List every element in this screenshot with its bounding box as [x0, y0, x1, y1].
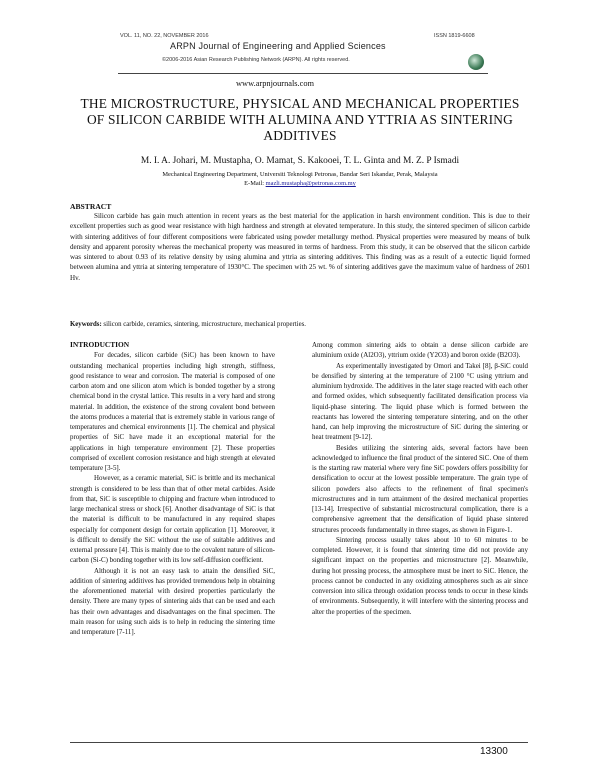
- keywords-text: silicon carbide, ceramics, sintering, microstructure, mechanical properties.: [101, 321, 306, 328]
- footer-rule: [70, 742, 528, 743]
- website[interactable]: www.arpnjournals.com: [236, 79, 315, 88]
- email-label: E-Mail:: [244, 180, 266, 187]
- paragraph: For decades, silicon carbide (SiC) has been known to have outstanding mechanical properties including high strength, stiffness, good resistance to wear and corrosion. The material is composed of one carbon atom and one silicon atom which is bonded together by a strong chemical bond in the crystal lattice. This results in a very hard and strong material. In addition, the existence of the strong covalent bond between the atoms produces a material that is extremely stable in various range of temperatures and chemical environments [1]. The chemical and physical properties of SiC have made it an exceptional material for the applications in high temperature environment [2]. These properties comprised of excellent corrosion resistance and high strength at elevated temperature [3-5].: [70, 351, 275, 472]
- paper-title: [40, 96, 560, 144]
- header-rule: [118, 73, 488, 74]
- copyright: ©2006-2016 Asian Research Publishing Network (ARPN). All rights reserved.: [162, 57, 350, 63]
- authors: M. I. A. Johari, M. Mustapha, O. Mamat, S. Kakooei, T. L. Ginta and M. Z. P Ismadi: [140, 156, 460, 166]
- arpn-logo-icon: [468, 54, 484, 70]
- left-column: [70, 340, 275, 637]
- email-link[interactable]: mazli.mustapha@petronas.com.my: [265, 180, 356, 187]
- issn: ISSN 1819-6608: [434, 33, 475, 39]
- affiliation-block: [40, 170, 560, 188]
- paragraph: Besides utilizing the sintering aids, several factors have been acknowledged to influence the final product of the sintered SiC. One of them is the starting raw material where very fine SiC powders offers possibility for densification to occur at the lowest possible temperature. The grain type of silicon powders also affects to the refinement of final specimen's microstructures and in turn attainment of the desired mechanical properties [13-14]. Irrespective of substantial microstructural complication, there is a comprehensive agreement that the densification of liquid phase sintered structures proceeds fundamentally in three stages, as shown in Figure-1.: [312, 443, 528, 534]
- abstract-text: Silicon carbide has gain much attention in recent years as the best material for the application in harsh environment condition. This is due to their excellent properties such as good wear resistance with high hardness and strength at elevated temperature. In this study, the sintered specimen of silicon carbide with sintering additives of four different compositions were fabricated using powder metallurgy method. Physical properties were measured by means of bulk density and apparent porosity whereas the mechanical property was measured in terms of hardness. From this study, it can be observed that the silicon carbide was sintered to about 0.93 of its relative density by using alumina and yttria as sintering additives. This finding was as a result of a eutectic liquid formed between alumina and yttria at sintering temperature of 1930°C. The specimen with 25 wt. % of sintering additives gave the maximum value of hardness of 2601 Hv.: [70, 212, 530, 282]
- journal-name: ARPN Journal of Engineering and Applied Sciences: [170, 41, 386, 51]
- title-line: THE MICROSTRUCTURE, PHYSICAL AND MECHANICAL PROPERTIES: [80, 96, 520, 111]
- email-line: [40, 179, 560, 188]
- paragraph: Although it is not an easy task to attain the densified SiC, addition of sintering additives has provided tremendous help in obtaining the aforementioned material with desired properties particularly the density. There are many types of sintering aids that can be used and each has their own advantages and disadvantages on the final specimen. The main reason for using such aids is to help in reducing the sintering time and temperature [7-11].: [70, 566, 275, 636]
- title-line: ADDITIVES: [263, 128, 337, 143]
- abstract-heading: ABSTRACT: [70, 202, 112, 211]
- intro-heading: INTRODUCTION: [70, 340, 130, 349]
- affiliation: Mechanical Engineering Department, Universiti Teknologi Petronas, Bandar Seri Iskandar, Perak, Malaysia: [162, 171, 438, 178]
- right-column: [312, 340, 528, 617]
- page-number: 13300: [480, 746, 508, 757]
- paragraph: However, as a ceramic material, SiC is brittle and its mechanical strength is considered to be less than that of other metal carbides. Aside from that, SiC is susceptible to chipping and fracture when introduced to large mechanical stress or shock [6]. Another disadvantage of SiC is that the material is difficult to be manufactured in any required shapes especially for component design for certain application [1]. Moreover, it is difficult to densify the SiC without the use of suitable additives and external pressure [4]. This is mainly due to the covalent nature of silicon-carbon (Si-C) bonding together with its low self-diffusion coefficient.: [70, 474, 275, 565]
- paragraph: Sintering process usually takes about 10 to 60 minutes to be completed. However, it is found that sintering time did not provide any significant impact on the properties and microstructure [2]. Meanwhile, during hot pressing process, the atmosphere must be inert to SiC. Hence, the process cannot be conducted in any oxidizing atmospheres such as air since conversion into silica through oxidation process tends to occur in these kinds of environments. Subsequently, it will interfere with the sintering process and alter the properties of the specimen.: [312, 535, 528, 616]
- keywords-label: Keywords:: [70, 321, 102, 328]
- paragraph: Among common sintering aids to obtain a dense silicon carbide are aluminium oxide (Al2O3), yttrium oxide (Y2O3) and boron oxide (B2O3).: [312, 341, 528, 360]
- volume-info: VOL. 11, NO. 22, NOVEMBER 2016: [120, 33, 209, 39]
- title-line: OF SILICON CARBIDE WITH ALUMINA AND YTTRIA AS SINTERING: [86, 112, 514, 127]
- paragraph: As experimentally investigated by Omori and Takei [8], β-SiC could be densified by sintering at the temperature of 2100 °C using yttrium and aluminium hydroxide. The additives in the later stage reacted with each other and formed oxides, which subsequently facilitated densification process via liquid-phase sintering. The liquid phase which is formed between the reactants has lowered the sintering temperature sintering, and on the other hand, can help improving the microstructure of SiC during the sintering or heat treatment [9-12].: [312, 361, 528, 442]
- keywords: [70, 321, 530, 328]
